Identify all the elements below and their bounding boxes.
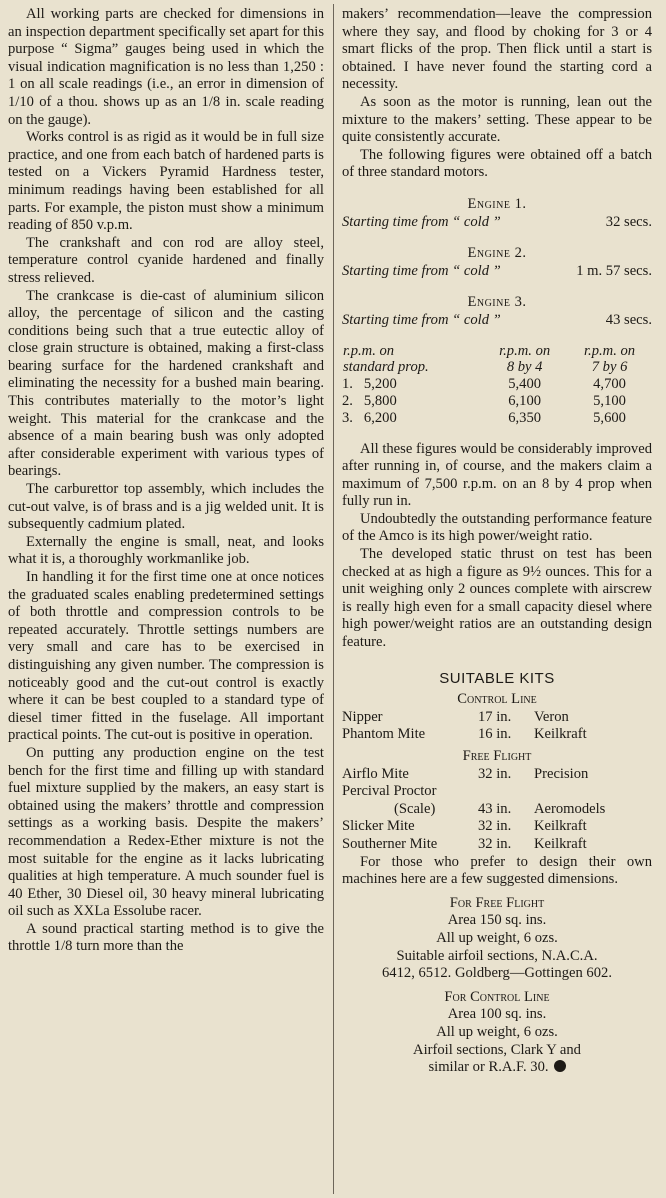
rpm-header-line: standard prop. xyxy=(343,358,429,375)
kit-maker: Veron xyxy=(534,708,569,725)
kit-maker: Keilkraft xyxy=(534,726,587,743)
paragraph: On putting any production engine on the test bench for the first time and filling up with standard fuel mixture supplied by the makers, an easy start is obtained using the makers’ throttle and compression settings as a working basis. Despite the makers’ recommendation a Redex-Ether mixture is not the most suitable for the engine as it lacks lubricating qualities at high temperature. A much sounder fuel is 40 Ether, 30 Diesel oil, 30 heavy mineral lubricating oil such as XXLa Essolube racer. xyxy=(8,744,324,920)
design-line: All up weight, 6 ozs. xyxy=(436,929,558,946)
paragraph: The crankshaft and con rod are alloy steel, temperature control cyanide hardened and finally stress relieved. xyxy=(8,234,324,286)
paragraph: Undoubtedly the outstanding performance feature of the Amco is its high power/weight ratio. xyxy=(342,510,652,545)
engine-start-row xyxy=(342,312,652,330)
engine-1-block xyxy=(342,196,652,231)
design-line: 6412, 6512. Goldberg—Gottingen 602. xyxy=(382,965,612,982)
kit-name: Slicker Mite xyxy=(342,818,415,835)
kit-name: Airflo Mite xyxy=(342,765,409,782)
rpm-value: 5,200 xyxy=(363,375,397,392)
engine-title: Engine 1. xyxy=(467,195,527,212)
design-line: Airfoil sections, Clark Y and xyxy=(413,1041,581,1058)
control-line-design-heading: For Control Line xyxy=(444,988,550,1005)
rpm-header-line: 8 by 4 xyxy=(506,358,543,375)
start-label: Starting time from “ cold ” xyxy=(342,262,501,279)
kit-maker: Keilkraft xyxy=(534,818,587,835)
rpm-cell: 5,100 xyxy=(593,392,626,409)
kit-name: Nipper xyxy=(342,708,383,725)
kit-maker: Keilkraft xyxy=(534,835,587,852)
start-time: 32 secs. xyxy=(605,213,652,230)
rpm-cell xyxy=(342,376,482,393)
rpm-value: 5,800 xyxy=(363,392,397,409)
paragraph: The carburettor top assembly, which includes the cut-out valve, is of brass and is a jig welded unit. It is subsequently cadmium plated. xyxy=(8,481,324,533)
kit-row xyxy=(342,783,652,801)
kit-row xyxy=(342,818,652,836)
rpm-header xyxy=(342,342,482,376)
rpm-header-line: r.p.m. on xyxy=(584,342,636,359)
engine-2-block xyxy=(342,245,652,280)
engine-start-row xyxy=(342,214,652,232)
paragraph: The following figures were obtained off a batch of three standard motors. xyxy=(342,146,652,181)
rpm-header-line: r.p.m. on xyxy=(499,342,551,359)
end-mark-icon xyxy=(554,1060,566,1072)
kit-size: 16 in. xyxy=(478,726,512,743)
rpm-cell: 5,400 xyxy=(508,375,542,392)
column-divider xyxy=(333,4,334,1194)
design-line: similar or R.A.F. 30. xyxy=(428,1059,549,1076)
rpm-cell: 4,700 xyxy=(593,375,626,392)
design-line: All up weight, 6 ozs. xyxy=(436,1023,558,1040)
rpm-header-line: r.p.m. on xyxy=(343,342,395,359)
kit-size: 32 in. xyxy=(478,835,512,852)
kit-row xyxy=(342,726,652,744)
rpm-header-line: 7 by 6 xyxy=(591,358,628,375)
kit-row xyxy=(342,836,652,854)
kit-row xyxy=(342,766,652,784)
free-flight-design-heading: For Free Flight xyxy=(449,894,545,911)
table-row xyxy=(342,393,652,410)
rpm-header xyxy=(482,342,567,376)
rpm-cell: 6,100 xyxy=(508,392,542,409)
kit-name: Phantom Mite xyxy=(342,726,426,743)
rpm-cell xyxy=(342,410,482,427)
right-column xyxy=(342,6,652,1077)
rpm-value: 6,200 xyxy=(363,409,397,426)
row-number: 1. xyxy=(342,375,353,392)
paragraph: Externally the engine is small, neat, and looks what it is, a thoroughly workmanlike job. xyxy=(8,533,324,568)
paragraph: All these figures would be considerably improved after running in, of course, and the makers claim a maximum of 7,500 r.p.m. on an 8 by 4 prop when fully run in. xyxy=(342,440,652,510)
start-time: 43 secs. xyxy=(605,311,652,328)
control-line-subheading: Control Line xyxy=(457,691,537,708)
kit-size: 32 in. xyxy=(478,818,512,835)
kit-name: Percival Proctor xyxy=(342,783,437,800)
kit-maker: Precision xyxy=(534,765,589,782)
paragraph: Works control is as rigid as it would be in full size practice, and one from each batch of hardened parts is tested on a Vickers Pyramid Hardness tester, minimum readings having been established for all parts. For example, the piston must show a minimum reading of 850 v.p.m. xyxy=(8,129,324,234)
kit-row xyxy=(342,801,652,819)
rpm-cell: 5,600 xyxy=(593,409,626,426)
rpm-header xyxy=(567,342,652,376)
start-label: Starting time from “ cold ” xyxy=(342,311,501,328)
paragraph: A sound practical starting method is to give the throttle 1/8 turn more than the xyxy=(8,920,324,955)
row-number: 3. xyxy=(342,409,353,426)
design-line: Area 100 sq. ins. xyxy=(447,1006,547,1023)
table-row xyxy=(342,410,652,427)
paragraph: As soon as the motor is running, lean out the mixture to the makers’ setting. These appear to be quite consistently accurate. xyxy=(342,93,652,146)
design-line: Suitable airfoil sections, N.A.C.A. xyxy=(396,947,598,964)
kit-row xyxy=(342,709,652,727)
kit-name: Southerner Mite xyxy=(342,835,438,852)
kit-name: (Scale) xyxy=(394,800,436,817)
engine-start-row xyxy=(342,263,652,281)
kit-size: 43 in. xyxy=(478,800,512,817)
left-column xyxy=(8,6,324,956)
engine-title: Engine 3. xyxy=(467,294,527,311)
table-row xyxy=(342,376,652,393)
start-label: Starting time from “ cold ” xyxy=(342,213,501,230)
kit-size: 17 in. xyxy=(478,708,512,725)
paragraph: For those who prefer to design their own machines here are a few suggested dimensions. xyxy=(342,853,652,888)
rpm-table xyxy=(342,342,652,427)
paragraph: All working parts are checked for dimensions in an inspection department specifically set apart for this purpose “ Sigma” gauges being used in which the visual indication magnification is no less than 1,250 : 1 on all scale readings (i.e., an error in dimension of 1/10 of a thou. shows up as an 1/8 in. scale reading on the gauge). xyxy=(8,6,324,128)
free-flight-subheading: Free Flight xyxy=(462,748,532,764)
rpm-header-row xyxy=(342,342,652,376)
kit-size: 32 in. xyxy=(478,765,512,782)
engine-3-block xyxy=(342,294,652,329)
design-line-last xyxy=(342,1059,652,1077)
rpm-cell xyxy=(342,393,482,410)
engine-title: Engine 2. xyxy=(467,245,527,262)
paragraph: makers’ recommendation—leave the compression where they say, and flood by choking for 3 or 4 smart flicks of the prop. Then flick until a start is obtained. I have never found the starting cord a necessity. xyxy=(342,6,652,93)
paragraph: The crankcase is die-cast of aluminium silicon alloy, the percentage of silicon and the casting conditions being such that a true eutectic alloy of close grain structure is obtained, making a first-class bearing surface for the hardened crankshaft and eliminating the necessity for a bushed main bearing. This contributes materially to the motor’s light weight. This material for the crankcase and the absence of a main bearing bush was only adopted after considerable experiment with various types of bearings. xyxy=(8,287,324,480)
start-time: 1 m. 57 secs. xyxy=(576,262,652,279)
row-number: 2. xyxy=(342,392,353,409)
paragraph: The developed static thrust on test has been checked at as high a figure as 9½ ounces. This for a unit weighing only 2 ounces complete with airscrew is really high even for a small capacity diesel where high power/weight ratios are an outstanding design feature. xyxy=(342,546,652,651)
paragraph: In handling it for the first time one at once notices the graduated scales enabling predetermined settings of both throttle and compression controls to be repeated accurately. Throttle settings numbers are very small and care has to be exercised in distinguishing any given number. The compression is noticeably good and the cut-out control is exactly where it can be best coupled to a standard type of diesel timer fitted in the fuselage. All important practical points. The cut-out is positive in operation. xyxy=(8,569,324,744)
kits-heading: SUITABLE KITS xyxy=(439,669,555,687)
rpm-cell: 6,350 xyxy=(508,409,542,426)
design-line: Area 150 sq. ins. xyxy=(447,912,547,929)
kit-maker: Aeromodels xyxy=(534,800,606,817)
